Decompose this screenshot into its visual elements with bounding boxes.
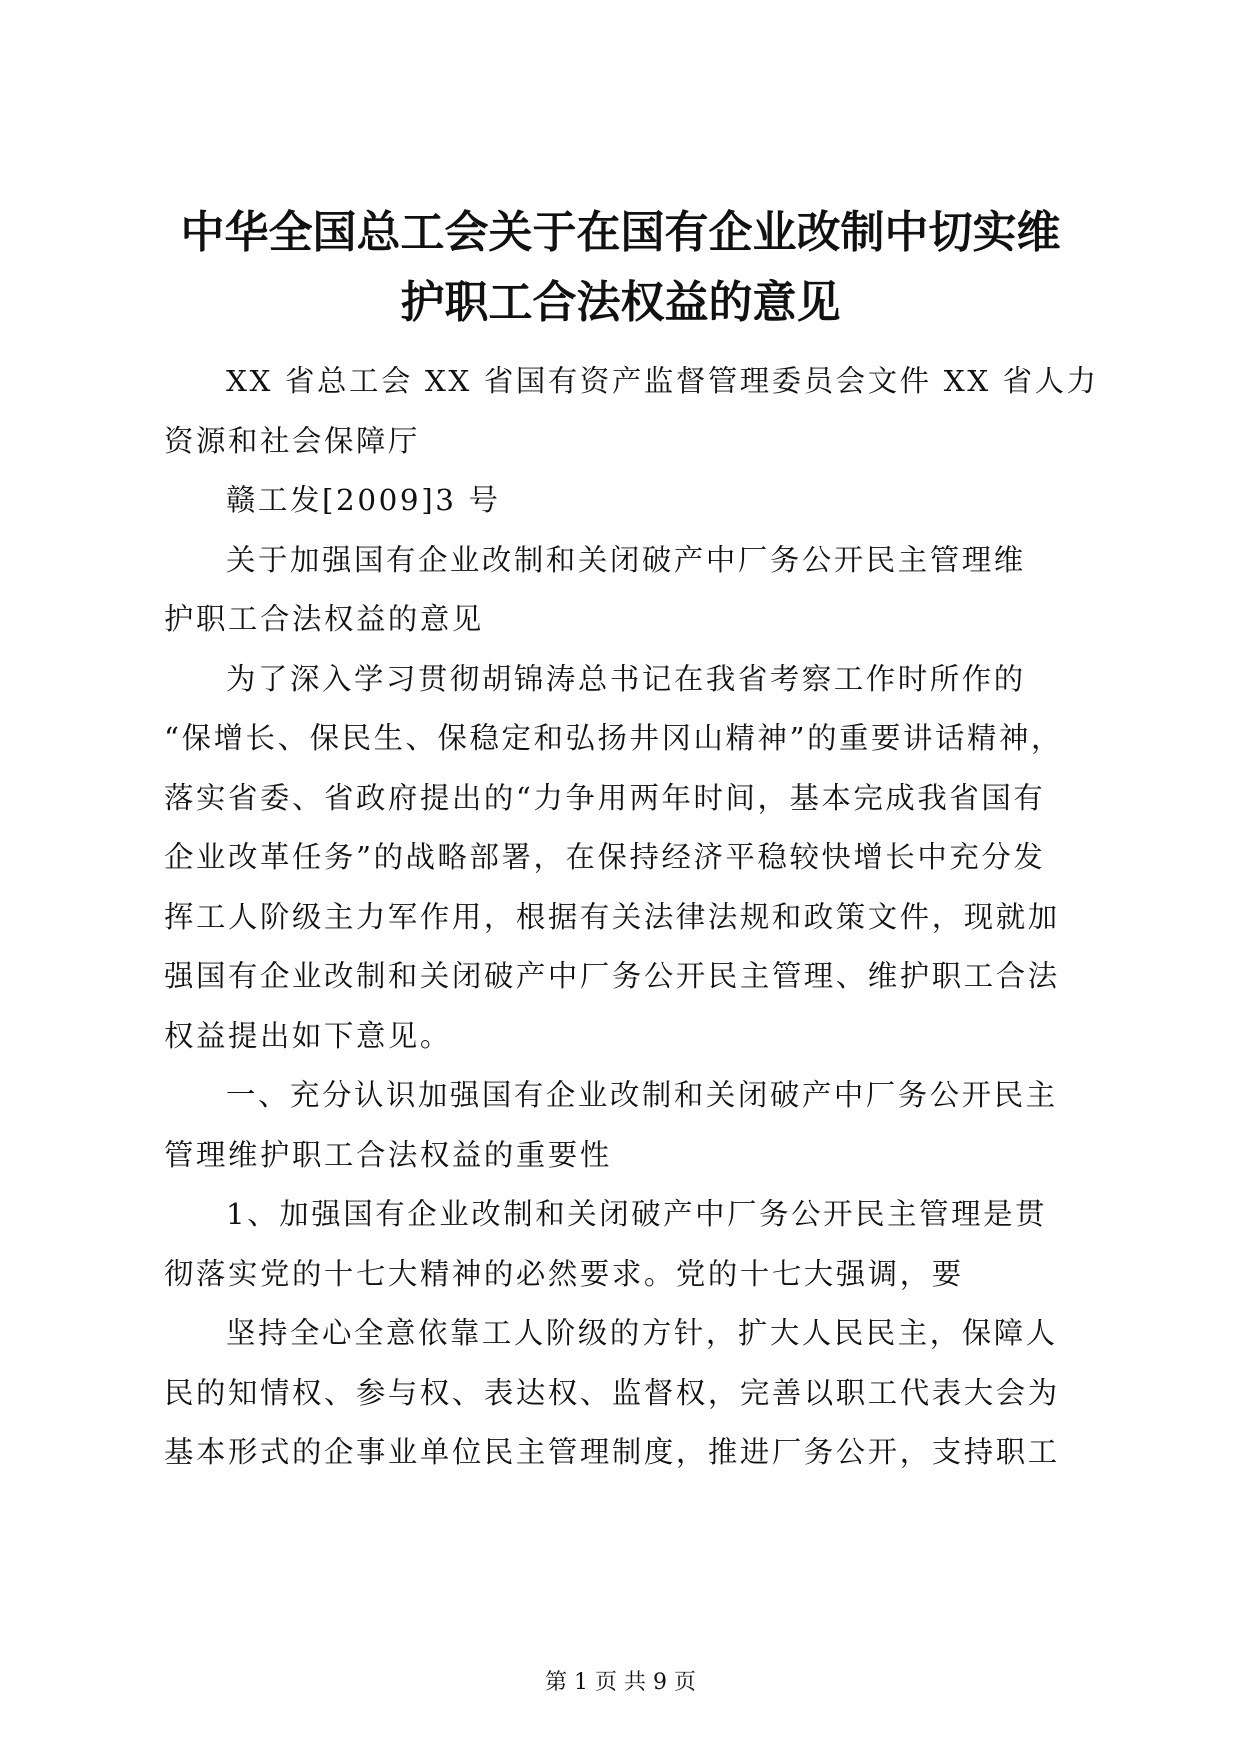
page-footer: 第 1 页 共 9 页 [545,1670,696,1695]
body-text-line: “保增长、保民生、保稳定和弘扬井冈山精神”的重要讲话精神， [164,721,1063,755]
body-text-line: 资源和社会保障厅 [164,423,420,458]
body-text-line: 一、充分认识加强国有企业改制和关闭破产中厂务公开民主 [226,1078,1058,1112]
body-text-line: 赣工发[2009]3 号 [226,483,501,517]
body-text-line: 权益提出如下意见。 [164,1018,452,1053]
body-text-line: 民的知情权、参与权、表达权、监督权，完善以职工代表大会为 [164,1375,1060,1410]
body-text-line: 坚持全心全意依靠工人阶级的方针，扩大人民民主，保障人 [226,1316,1058,1350]
document-title-line-1: 中华全国总工会关于在国有企业改制中切实维 [180,207,1061,258]
body-text-line: XX 省总工会 XX 省国有资产监督管理委员会文件 XX 省人力 [226,364,1099,398]
body-text-line: 护职工合法权益的意见 [164,602,484,636]
document-title-line-2: 护职工合法权益的意见 [400,277,841,328]
body-text-line: 企业改革任务”的战略部署，在保持经济平稳较快增长中充分发 [164,840,1046,874]
body-text-line: 挥工人阶级主力军作用，根据有关法律法规和政策文件，现就加 [164,899,1060,934]
body-text-line: 彻落实党的十七大精神的必然要求。党的十七大强调，要 [164,1256,964,1291]
body-text-line: 落实省委、省政府提出的“力争用两年时间，基本完成我省国有 [164,780,1046,815]
body-text-line: 管理维护职工合法权益的重要性 [164,1137,612,1172]
body-text-line: 强国有企业改制和关闭破产中厂务公开民主管理、维护职工合法 [164,959,1060,993]
document-body [164,352,1099,1483]
body-text-line: 为了深入学习贯彻胡锦涛总书记在我省考察工作时所作的 [226,661,1026,696]
body-text-line: 关于加强国有企业改制和关闭破产中厂务公开民主管理维 [226,542,1026,577]
body-text-line: 基本形式的企事业单位民主管理制度，推进厂务公开，支持职工 [164,1435,1060,1469]
body-text-line: 1、加强国有企业改制和关闭破产中厂务公开民主管理是贯 [226,1197,1048,1231]
